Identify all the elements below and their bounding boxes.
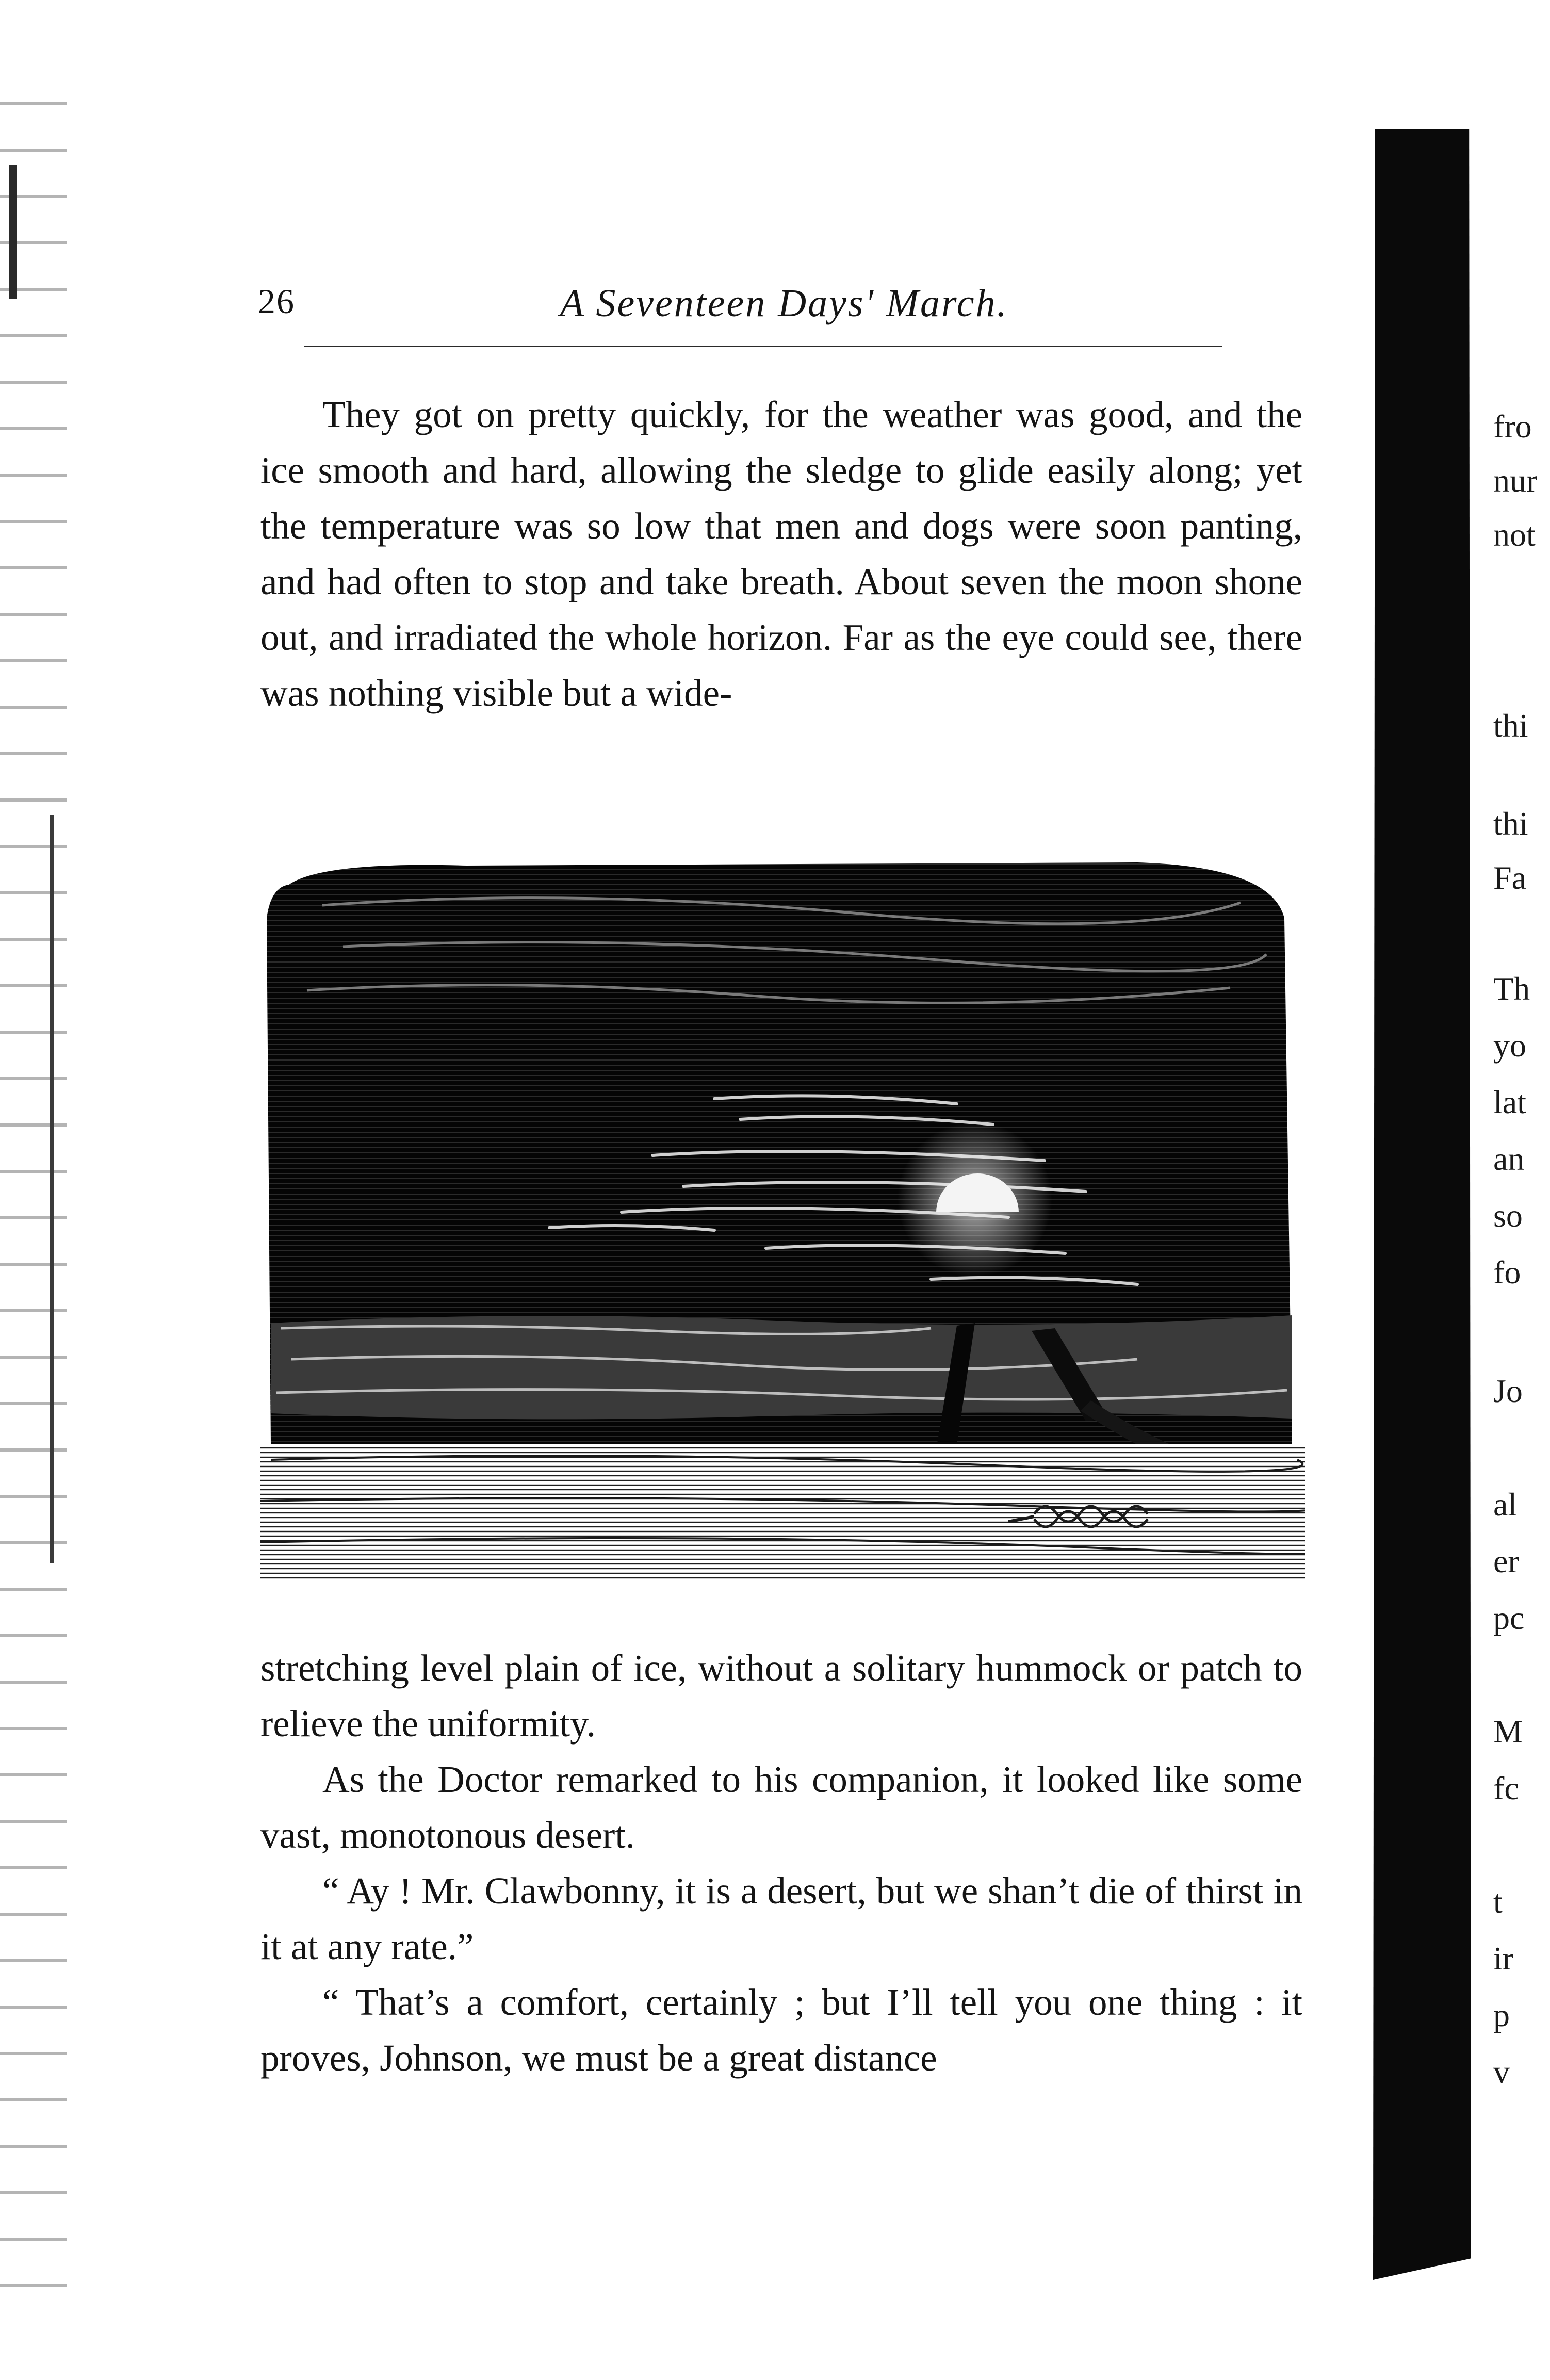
facing-fragment: v [1493,2053,1510,2090]
facing-fragment: an [1493,1140,1525,1177]
illustration-moonlit-ice [260,856,1305,1581]
facing-fragment: Fa [1493,859,1526,896]
facing-fragment: t [1493,1883,1503,1920]
spine-gutter-shadow [1373,129,1471,2280]
text-block-bottom [260,1640,1302,2086]
facing-fragment: nur [1493,462,1538,499]
facing-fragment: lat [1493,1084,1526,1120]
facing-fragment: al [1493,1486,1518,1523]
facing-fragment: not [1493,516,1536,553]
header-rule [304,346,1222,347]
facing-fragment: p [1493,1997,1510,2033]
binding-line [50,815,54,1563]
paragraph-doctor: As the Doctor remarked to his companion, it looked like some vast, monotonous desert. [260,1758,1302,1856]
paragraph-top: They got on pretty quickly, for the weather was good, and the ice smooth and hard, allowing the sledge to glide easily along; yet the temperature was so low that men and dogs were soon panting, and had often to stop and take breath. About seven the moon shone out, and irradiated the whole horizon. Far as the eye could see, there was nothing visible but a wide- [260,394,1302,714]
paragraph-comfort: “ That’s a comfort, certainly ; but I’ll tell you one thing : it proves, Johnson, we must be a great distance [260,1981,1302,2079]
paragraph-continuation: stretching level plain of ice, without a solitary hummock or patch to relieve the uniformity. [260,1647,1302,1745]
binding-mark [9,165,17,299]
page-number: 26 [258,282,295,321]
facing-fragment: yo [1493,1027,1526,1064]
facing-fragment: thi [1493,805,1528,842]
text-block-top [260,387,1302,721]
facing-fragment: so [1493,1197,1523,1234]
facing-fragment: pc [1493,1600,1525,1636]
facing-fragment: fc [1493,1770,1519,1806]
running-title: A Seventeen Days' March. [560,282,1008,325]
facing-fragment: er [1493,1543,1519,1579]
page-header [258,281,1310,343]
paragraph-johnson: “ Ay ! Mr. Clawbonny, it is a desert, but we shan’t die of thirst in it at any rate.” [260,1870,1302,1967]
binding-edge [0,83,67,2301]
facing-fragment: Th [1493,970,1530,1007]
facing-fragment: fo [1493,1254,1521,1291]
facing-fragment: ir [1493,1940,1514,1977]
facing-fragment: thi [1493,707,1528,744]
facing-page-edge [1493,0,1550,2380]
facing-fragment: M [1493,1713,1523,1750]
facing-fragment: fro [1493,408,1532,445]
facing-fragment: Jo [1493,1373,1523,1409]
